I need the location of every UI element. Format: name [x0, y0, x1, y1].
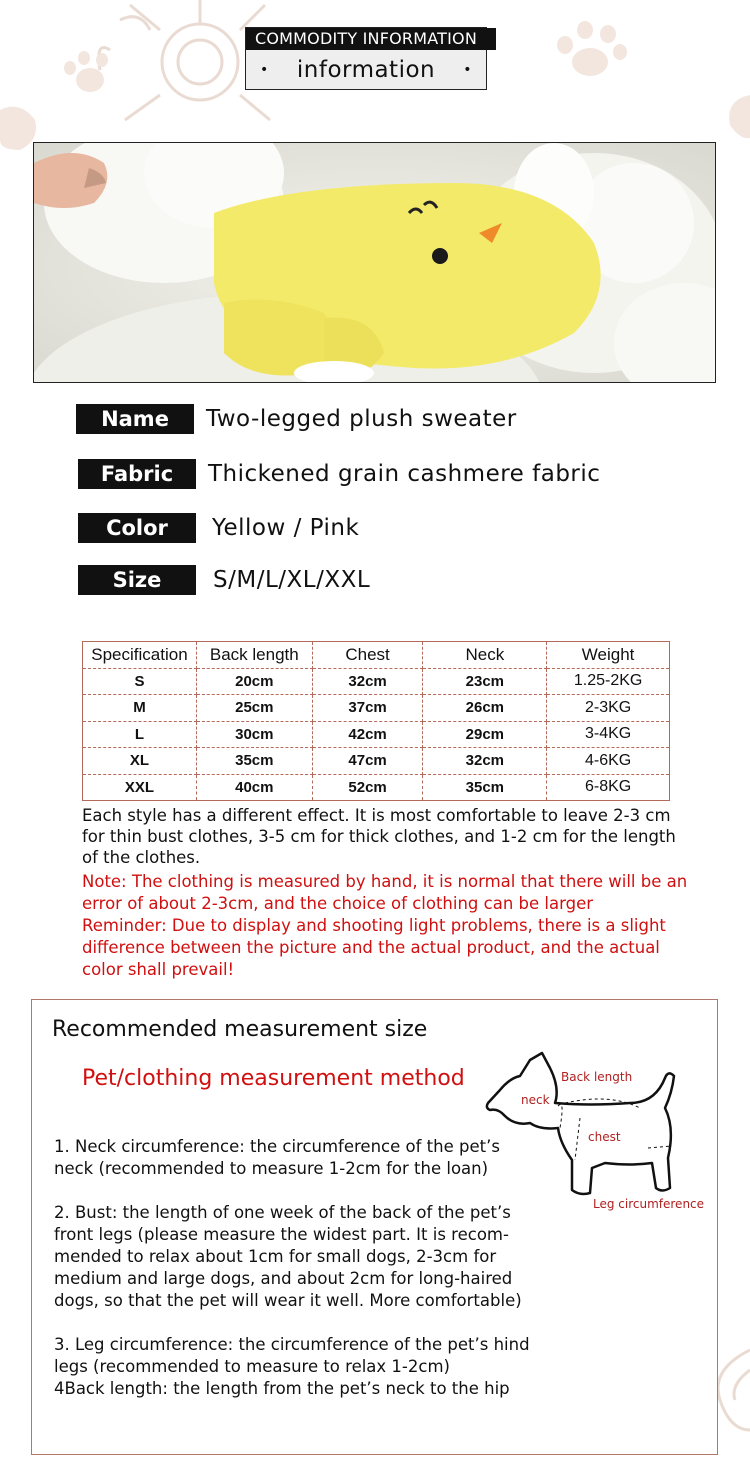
bullet-dot-right: •	[463, 61, 472, 78]
table-cell: 32cm	[312, 668, 423, 695]
instruction-item: 1. Neck circumference: the circumference of the pet’s neck (recommended to measure 1-2cm for the loan)	[54, 1137, 500, 1178]
instruction-item: 3. Leg circumference: the circumference of the pet’s hind legs (recommended to measure to relax 1-2cm)	[54, 1335, 530, 1376]
size-table	[82, 641, 670, 801]
table-cell: L	[83, 721, 197, 748]
table-header-cell: Chest	[312, 642, 423, 669]
table-header-row	[83, 642, 670, 669]
spec-row-fabric	[78, 459, 600, 489]
table-cell: 2-3KG	[547, 695, 670, 722]
chest-label: chest	[588, 1130, 621, 1144]
table-cell: 40cm	[196, 774, 312, 801]
table-cell: 25cm	[196, 695, 312, 722]
spec-label: Name	[76, 404, 194, 434]
instruction-item: 2. Bust: the length of one week of the back of the pet’s front legs (please measure the widest part. It is recom-mended to relax about 1cm for small dogs, 2-3cm for medium and large dogs, and about 2cm for long-haired dogs, so that the pet will wear it well. More comfortable)	[54, 1203, 522, 1310]
table-cell: 30cm	[196, 721, 312, 748]
spec-value: Two-legged plush sweater	[206, 406, 517, 432]
section-header-badge	[245, 27, 487, 90]
measurement-subtitle: Pet/clothing measurement method	[82, 1066, 465, 1091]
measurement-title: Recommended measurement size	[52, 1017, 428, 1042]
section-header-subtitle: information	[296, 56, 436, 83]
table-cell: 37cm	[312, 695, 423, 722]
table-row	[83, 721, 670, 748]
spec-value: Yellow / Pink	[212, 515, 360, 541]
red-notes	[82, 871, 702, 981]
measurement-guide-box	[31, 999, 718, 1455]
neck-label: neck	[521, 1093, 550, 1107]
table-cell: 20cm	[196, 668, 312, 695]
product-photo	[33, 142, 716, 383]
measurement-error-note: Note: The clothing is measured by hand, it is normal that there will be an error of about 2-3cm, and the choice of clothing can be larger	[82, 872, 688, 913]
spec-row-name	[76, 404, 517, 434]
table-cell: 23cm	[423, 668, 547, 695]
table-header-cell: Weight	[547, 642, 670, 669]
table-cell: 4-6KG	[547, 748, 670, 775]
table-cell: 47cm	[312, 748, 423, 775]
table-header-cell: Back length	[196, 642, 312, 669]
table-cell: 3-4KG	[547, 721, 670, 748]
spec-row-color	[78, 513, 359, 543]
measurement-instructions	[54, 1136, 534, 1400]
table-cell: XL	[83, 748, 197, 775]
color-reminder-note: Reminder: Due to display and shooting light problems, there is a slight difference between the picture and the actual product, and the actual color shall prevail!	[82, 916, 666, 979]
back-length-label: Back length	[561, 1070, 633, 1084]
fit-note: Each style has a different effect. It is most comfortable to leave 2-3 cm for thin bust clothes, 3-5 cm for thick clothes, and 1-2 cm for the length of the clothes.	[82, 806, 676, 867]
table-row	[83, 668, 670, 695]
table-cell: 35cm	[196, 748, 312, 775]
table-row	[83, 774, 670, 801]
table-cell: 42cm	[312, 721, 423, 748]
table-header-cell: Specification	[83, 642, 197, 669]
table-cell: 35cm	[423, 774, 547, 801]
bullet-dot-left: •	[260, 61, 269, 78]
leg-circumference-label: Leg circumference	[593, 1197, 705, 1211]
spec-label: Color	[78, 513, 196, 543]
table-cell: 6-8KG	[547, 774, 670, 801]
spec-label: Size	[78, 565, 196, 595]
table-cell: M	[83, 695, 197, 722]
table-cell: 1.25-2KG	[547, 668, 670, 695]
spec-label: Fabric	[78, 459, 196, 489]
table-cell: XXL	[83, 774, 197, 801]
table-header-cell: Neck	[423, 642, 547, 669]
spec-row-size	[78, 565, 370, 595]
table-row	[83, 695, 670, 722]
instruction-item: 4Back length: the length from the pet’s neck to the hip	[54, 1379, 510, 1398]
table-cell: S	[83, 668, 197, 695]
spec-value: Thickened grain cashmere fabric	[208, 461, 601, 487]
table-cell: 32cm	[423, 748, 547, 775]
spec-value: S/M/L/XL/XXL	[213, 567, 371, 593]
section-header-title: COMMODITY INFORMATION	[246, 28, 496, 50]
table-cell: 29cm	[423, 721, 547, 748]
table-cell: 52cm	[312, 774, 423, 801]
table-cell: 26cm	[423, 695, 547, 722]
table-row	[83, 748, 670, 775]
